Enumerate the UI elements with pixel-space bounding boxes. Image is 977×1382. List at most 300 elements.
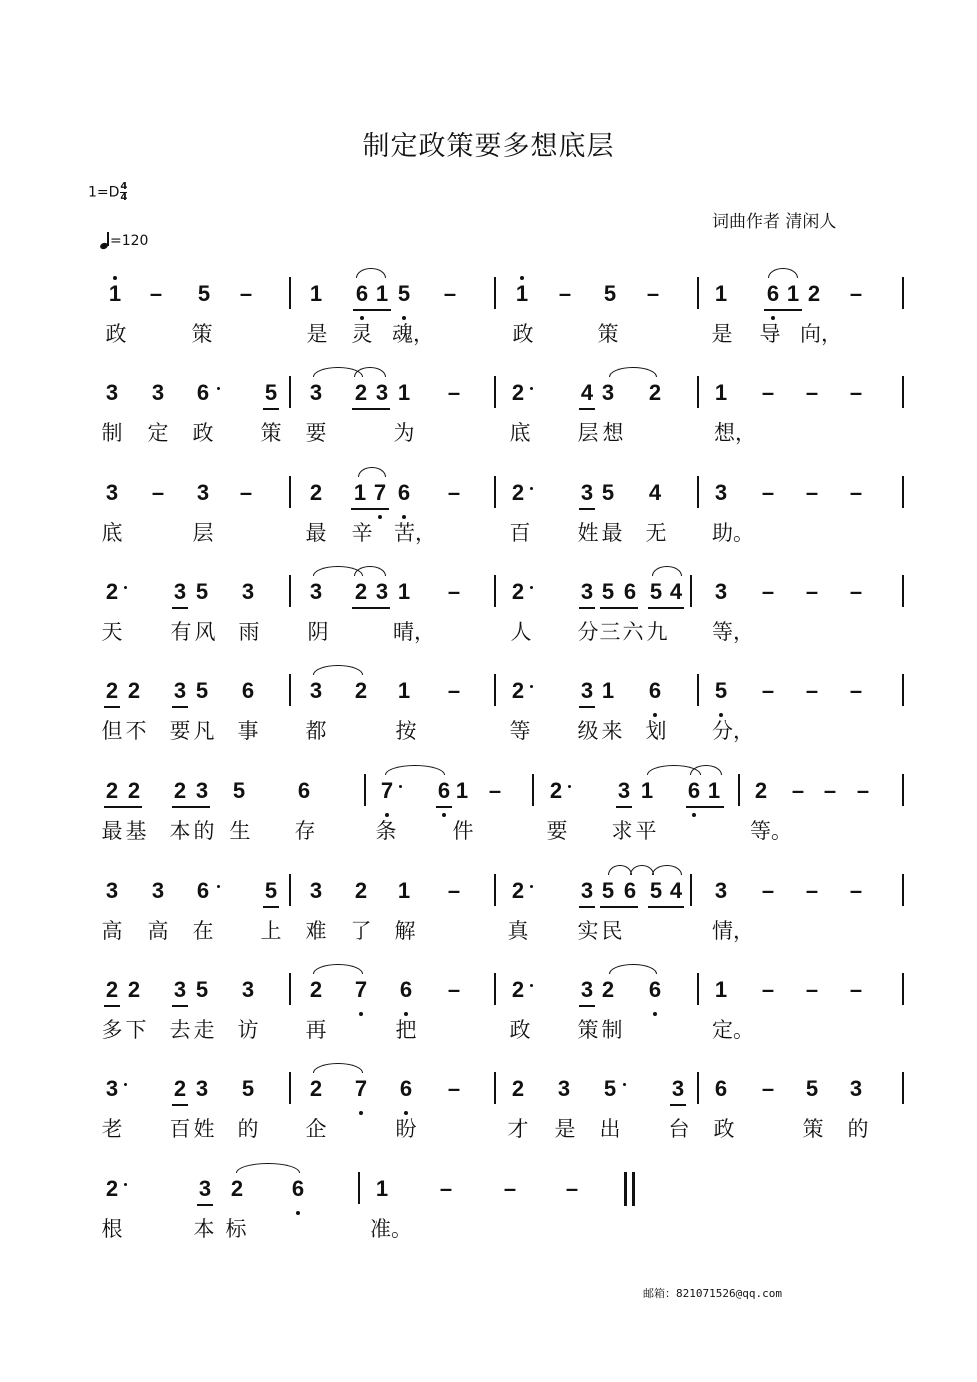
lyric: 制 [101, 421, 123, 445]
note: 2 [549, 778, 563, 803]
lyric: 等。 [750, 819, 792, 843]
note: 5 [603, 281, 617, 306]
augmentation-dot [399, 785, 402, 788]
note: – [447, 480, 461, 505]
octave-dot-low [404, 1111, 408, 1115]
octave-dot-low [692, 813, 696, 817]
music-system [0, 282, 977, 382]
lyric: 难 [305, 919, 327, 943]
note: – [805, 878, 819, 903]
note: 5 [714, 678, 728, 703]
underline-beam [579, 607, 595, 609]
lyric: 是 [554, 1117, 576, 1141]
lyric: 晴， [393, 620, 435, 644]
note: – [791, 778, 805, 803]
note: 3 [671, 1076, 685, 1101]
note: 2 [807, 281, 821, 306]
note: 7 [380, 778, 394, 803]
note: 3 [309, 380, 323, 405]
lyric: 了 [350, 919, 372, 943]
barline [289, 1072, 291, 1104]
lyric: 政 [713, 1117, 735, 1141]
lyric: 划 [645, 719, 667, 743]
note: 2 [105, 1176, 119, 1201]
note: 3 [241, 977, 255, 1002]
note: 3 [714, 878, 728, 903]
octave-dot-low [402, 316, 406, 320]
lyric: 上 [260, 919, 282, 943]
augmentation-dot [530, 487, 533, 490]
note: 2 [354, 878, 368, 903]
note: 3 [714, 480, 728, 505]
quarter-note-icon [100, 232, 110, 250]
note: 3 [375, 579, 389, 604]
note: 3 [309, 678, 323, 703]
note: – [849, 878, 863, 903]
note: 7 [373, 480, 387, 505]
note: 6 [355, 281, 369, 306]
lyric: 准。 [370, 1217, 412, 1241]
lyric: 层 [192, 521, 214, 545]
note: 1 [640, 778, 654, 803]
note: 3 [849, 1076, 863, 1101]
underline-beam [351, 508, 389, 510]
octave-dot-low [359, 1012, 363, 1016]
time-signature-numerator: 4 [120, 181, 128, 192]
note: 2 [127, 678, 141, 703]
note: – [447, 579, 461, 604]
note: 2 [754, 778, 768, 803]
underline-beam [263, 408, 279, 410]
underline-beam [579, 1005, 595, 1007]
note: – [805, 579, 819, 604]
note: – [503, 1176, 517, 1201]
underline-beam [197, 1204, 213, 1206]
octave-dot-low [442, 813, 446, 817]
barline [697, 277, 699, 309]
note: 3 [714, 579, 728, 604]
barline [697, 674, 699, 706]
note: 5 [264, 878, 278, 903]
note: 6 [196, 878, 210, 903]
final-barline [632, 1172, 635, 1206]
lyric: 真 [507, 919, 529, 943]
lyric: 走 [193, 1018, 215, 1042]
note: 3 [105, 480, 119, 505]
note: 5 [649, 579, 663, 604]
octave-dot-high [113, 276, 117, 280]
note: 3 [580, 678, 594, 703]
barline [690, 575, 692, 607]
lyric: 助。 [712, 521, 754, 545]
lyric: 不 [125, 719, 147, 743]
lyric: 解 [394, 919, 416, 943]
lyric: 凡 [193, 719, 215, 743]
underline-beam [600, 607, 638, 609]
barline [690, 874, 692, 906]
note: 5 [649, 878, 663, 903]
barline [902, 774, 904, 806]
barline [902, 674, 904, 706]
note: 1 [714, 281, 728, 306]
note: 2 [105, 977, 119, 1002]
note: – [761, 480, 775, 505]
lyric: 阴 [307, 620, 329, 644]
lyric: 高 [101, 919, 123, 943]
lyric: 根 [101, 1217, 123, 1241]
lyric: 出 [599, 1117, 621, 1141]
lyric: 但 [101, 719, 123, 743]
note: – [239, 281, 253, 306]
note: – [856, 778, 870, 803]
augmentation-dot [217, 885, 220, 888]
music-system [0, 679, 977, 779]
lyric: 级 [577, 719, 599, 743]
note: 6 [399, 977, 413, 1002]
note: 5 [264, 380, 278, 405]
final-barline [624, 1172, 627, 1206]
note: 5 [805, 1076, 819, 1101]
note: 4 [580, 380, 594, 405]
note: 2 [511, 480, 525, 505]
note: – [761, 579, 775, 604]
note: 2 [354, 380, 368, 405]
note: 3 [151, 380, 165, 405]
octave-dot-low [296, 1211, 300, 1215]
underline-beam [764, 309, 802, 311]
lyric: 件 [452, 819, 474, 843]
barline [494, 575, 496, 607]
underline-beam [172, 806, 210, 808]
note: 2 [511, 977, 525, 1002]
underline-beam [172, 1005, 188, 1007]
note: 1 [353, 480, 367, 505]
note: 3 [309, 579, 323, 604]
underline-beam [686, 806, 724, 808]
note: 3 [105, 1076, 119, 1101]
note: – [805, 480, 819, 505]
augmentation-dot [568, 785, 571, 788]
key-label: 1=D [88, 184, 120, 201]
note: 3 [173, 678, 187, 703]
lyric: 实 [577, 919, 599, 943]
note: – [849, 480, 863, 505]
augmentation-dot [530, 984, 533, 987]
lyric: 再 [305, 1018, 327, 1042]
note: 3 [580, 579, 594, 604]
barline [697, 973, 699, 1005]
note: – [447, 977, 461, 1002]
note: 1 [375, 1176, 389, 1201]
barline [494, 874, 496, 906]
note: 6 [399, 1076, 413, 1101]
note: – [849, 380, 863, 405]
octave-dot-low [360, 316, 364, 320]
note: 1 [397, 380, 411, 405]
note: 1 [455, 778, 469, 803]
note: 4 [669, 579, 683, 604]
underline-beam [648, 607, 684, 609]
lyric: 想 [602, 421, 624, 445]
lyric: 苦， [394, 521, 436, 545]
augmentation-dot [530, 387, 533, 390]
note: 2 [511, 380, 525, 405]
note: – [443, 281, 457, 306]
lyric: 存 [294, 819, 316, 843]
barline [494, 476, 496, 508]
note: 3 [601, 380, 615, 405]
underline-beam [436, 806, 452, 808]
note: – [439, 1176, 453, 1201]
lyric: 是 [306, 322, 328, 346]
lyric: 百 [169, 1117, 191, 1141]
music-system [0, 1177, 977, 1277]
underline-beam [579, 508, 595, 510]
underline-beam [670, 1104, 686, 1106]
barline [697, 476, 699, 508]
lyric: 来 [601, 719, 623, 743]
lyric: 辛 [351, 521, 373, 545]
note: 2 [354, 579, 368, 604]
note: 2 [173, 778, 187, 803]
note: – [849, 678, 863, 703]
lyric: 灵 [351, 322, 373, 346]
lyric: 都 [305, 719, 327, 743]
barline [289, 376, 291, 408]
lyric: 要 [546, 819, 568, 843]
note: 7 [354, 977, 368, 1002]
lyric: 台 [668, 1117, 690, 1141]
key-signature [88, 182, 127, 203]
music-system [0, 381, 977, 481]
music-system [0, 879, 977, 979]
note: – [823, 778, 837, 803]
lyric: 企 [305, 1117, 327, 1141]
note: 3 [617, 778, 631, 803]
lyric: 的 [237, 1117, 259, 1141]
lyric: 策 [260, 421, 282, 445]
barline [494, 1072, 496, 1104]
note: 2 [230, 1176, 244, 1201]
note: 2 [105, 579, 119, 604]
note: 6 [714, 1076, 728, 1101]
lyric: 本 [193, 1217, 215, 1241]
lyric: 政 [509, 1018, 531, 1042]
underline-beam [579, 906, 595, 908]
note: 2 [173, 1076, 187, 1101]
note: 1 [707, 778, 721, 803]
note: 1 [515, 281, 529, 306]
note: 3 [309, 878, 323, 903]
note: 4 [669, 878, 683, 903]
song-title: 制定政策要多想底层 [362, 131, 615, 162]
lyric: 无 [645, 521, 667, 545]
lyric: 策 [802, 1117, 824, 1141]
note: 3 [195, 778, 209, 803]
note: 5 [195, 977, 209, 1002]
note: 6 [648, 977, 662, 1002]
note: – [761, 678, 775, 703]
lyric: 下 [125, 1018, 147, 1042]
lyric: 策 [577, 1018, 599, 1042]
lyric: 高 [147, 919, 169, 943]
time-signature [120, 182, 127, 203]
note: 2 [511, 878, 525, 903]
note: – [761, 878, 775, 903]
underline-beam [172, 706, 188, 708]
note: 6 [623, 579, 637, 604]
lyric: 在 [192, 919, 214, 943]
octave-dot-low [771, 316, 775, 320]
slur [356, 268, 386, 278]
lyric: 三 [599, 620, 621, 644]
lyric: 魂， [392, 322, 434, 346]
note: 2 [105, 678, 119, 703]
note: 1 [397, 579, 411, 604]
note: – [805, 678, 819, 703]
note: 6 [623, 878, 637, 903]
barline [289, 476, 291, 508]
note: 5 [601, 480, 615, 505]
lyric: 最 [601, 521, 623, 545]
octave-dot-low [404, 1012, 408, 1016]
note: 1 [714, 380, 728, 405]
note: 6 [297, 778, 311, 803]
note: 2 [511, 678, 525, 703]
note: – [761, 977, 775, 1002]
lyric: 底 [101, 521, 123, 545]
music-system [0, 779, 977, 879]
music-system [0, 481, 977, 581]
lyric: 访 [237, 1018, 259, 1042]
time-signature-denominator: 4 [120, 192, 128, 203]
lyric: 百 [509, 521, 531, 545]
lyric: 为 [393, 421, 415, 445]
octave-dot-low [378, 515, 382, 519]
barline [289, 874, 291, 906]
barline [697, 376, 699, 408]
contact-email: 邮箱：821071526@qq.com [643, 1287, 782, 1300]
music-system [0, 978, 977, 1078]
lyric: 制 [601, 1018, 623, 1042]
note: 2 [105, 778, 119, 803]
tempo-marking [100, 232, 148, 250]
note: 3 [151, 878, 165, 903]
lyric: 向， [800, 322, 842, 346]
note: 6 [687, 778, 701, 803]
note: 5 [397, 281, 411, 306]
lyric: 才 [507, 1117, 529, 1141]
lyric: 事 [237, 719, 259, 743]
note: 3 [198, 1176, 212, 1201]
underline-beam [648, 906, 684, 908]
note: 3 [580, 878, 594, 903]
note: 3 [580, 977, 594, 1002]
lyric: 政 [192, 421, 214, 445]
note: – [761, 1076, 775, 1101]
barline [738, 774, 740, 806]
music-system [0, 580, 977, 680]
lyric: 按 [395, 719, 417, 743]
lyric: 政 [105, 322, 127, 346]
lyric: 生 [229, 819, 251, 843]
note: – [646, 281, 660, 306]
underline-beam [104, 1005, 120, 1007]
underline-beam [353, 309, 391, 311]
note: – [488, 778, 502, 803]
octave-dot-low [653, 713, 657, 717]
underline-beam [172, 607, 188, 609]
lyric: 雨 [238, 620, 260, 644]
barline [902, 277, 904, 309]
lyric: 去 [169, 1018, 191, 1042]
note: 6 [766, 281, 780, 306]
underline-beam [104, 706, 120, 708]
augmentation-dot [530, 586, 533, 589]
note: – [239, 480, 253, 505]
barline [494, 674, 496, 706]
note: 4 [648, 480, 662, 505]
lyric: 要 [305, 421, 327, 445]
note: 5 [603, 1076, 617, 1101]
note: 1 [714, 977, 728, 1002]
lyric: 盼 [395, 1117, 417, 1141]
note: – [805, 380, 819, 405]
underline-beam [616, 806, 632, 808]
note: – [805, 977, 819, 1002]
lyric: 政 [512, 322, 534, 346]
note: 3 [195, 1076, 209, 1101]
lyric: 的 [847, 1117, 869, 1141]
lyric: 条 [375, 819, 397, 843]
underline-beam [263, 906, 279, 908]
lyric: 分 [577, 620, 599, 644]
underline-beam [352, 408, 390, 410]
note: 5 [601, 579, 615, 604]
barline [289, 277, 291, 309]
note: 2 [127, 977, 141, 1002]
note: – [558, 281, 572, 306]
note: 2 [309, 480, 323, 505]
note: – [151, 480, 165, 505]
note: 3 [173, 579, 187, 604]
lyric: 标 [225, 1217, 247, 1241]
note: 2 [309, 977, 323, 1002]
lyric: 多 [101, 1018, 123, 1042]
note: 1 [108, 281, 122, 306]
note: 3 [580, 480, 594, 505]
note: 3 [196, 480, 210, 505]
lyric: 等 [509, 719, 531, 743]
note: 6 [291, 1176, 305, 1201]
barline [902, 476, 904, 508]
note: – [761, 380, 775, 405]
barline [358, 1172, 360, 1204]
note: – [447, 380, 461, 405]
barline [494, 376, 496, 408]
note: 2 [511, 1076, 525, 1101]
lyric: 基 [125, 819, 147, 843]
note: 6 [196, 380, 210, 405]
lyric: 是 [711, 322, 733, 346]
note: – [447, 1076, 461, 1101]
lyric: 把 [395, 1018, 417, 1042]
note: 6 [397, 480, 411, 505]
note: 3 [241, 579, 255, 604]
lyric: 导 [759, 322, 781, 346]
lyric: 民 [601, 919, 623, 943]
composer-credit: 词曲作者 清闲人 [712, 212, 837, 232]
